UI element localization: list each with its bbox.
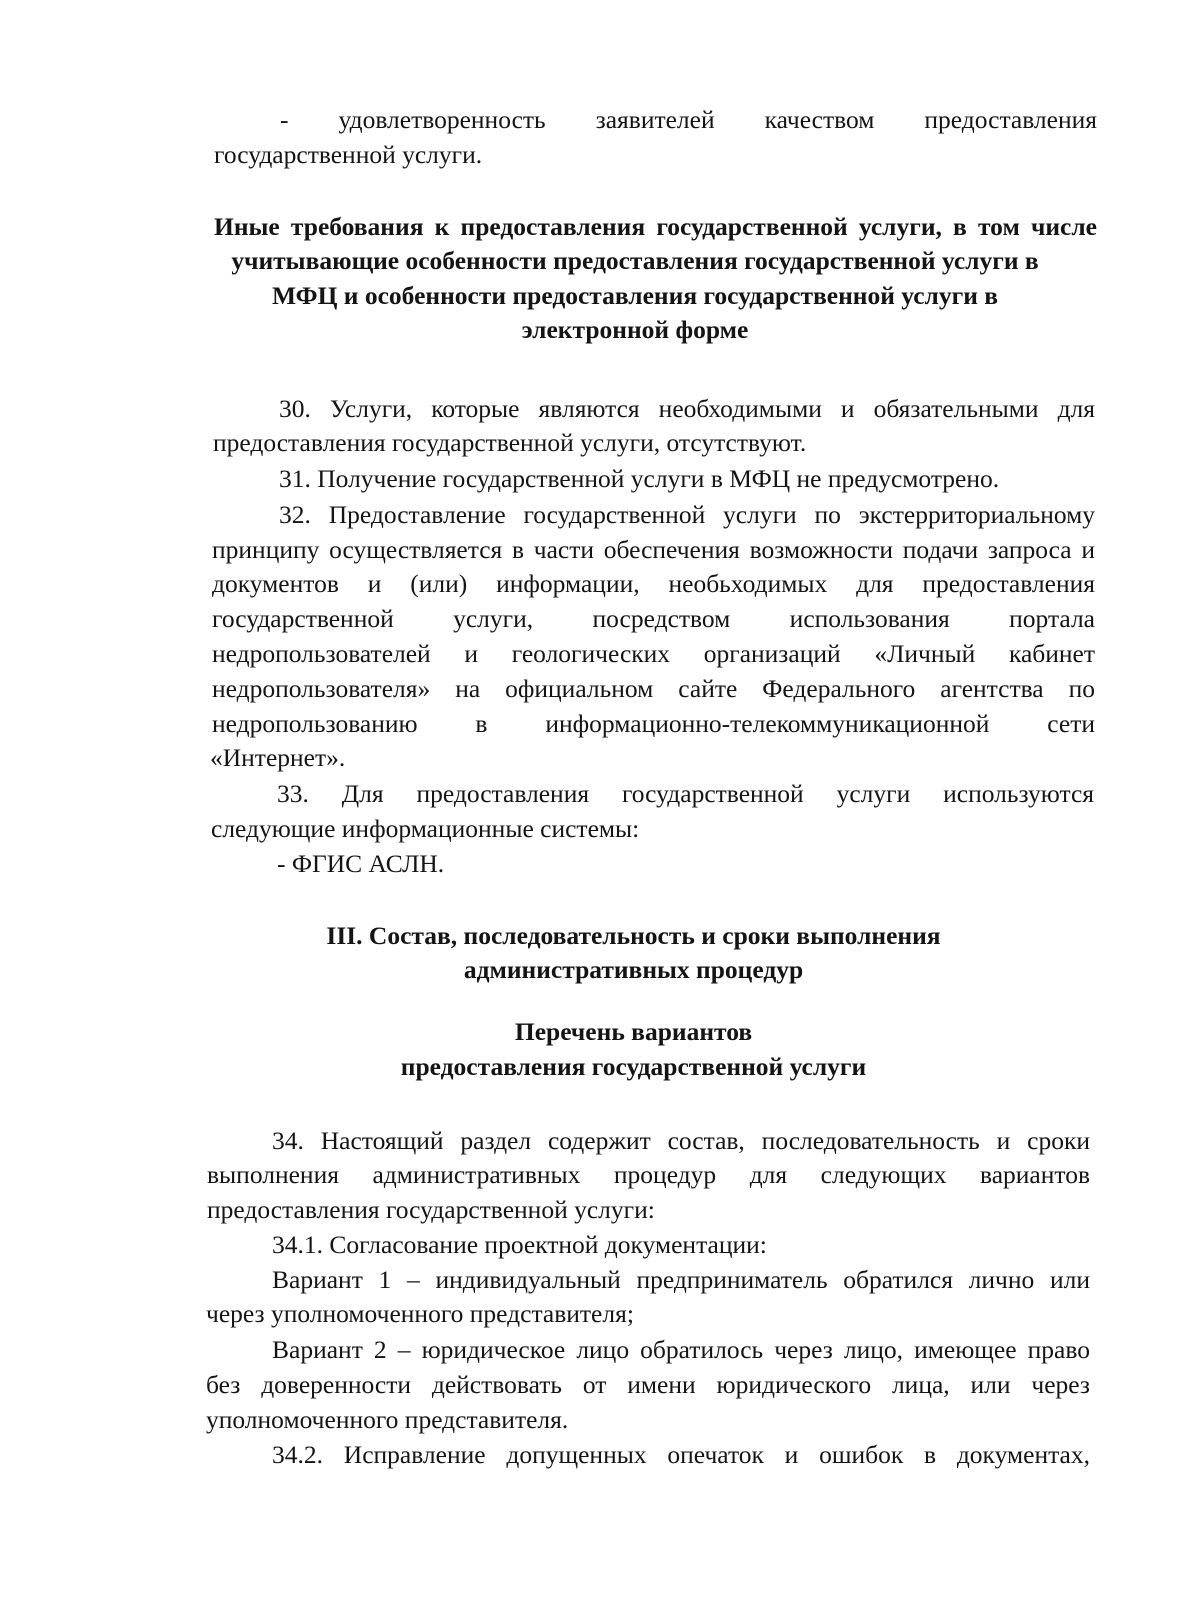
p34-line-2: выполнения административных процедур для следующих вариантов — [207, 1160, 1090, 1189]
p33-line-2: следующие информационные системы: — [211, 814, 640, 843]
variant2-line-3: уполномоченного представителя. — [206, 1405, 569, 1434]
variant2-line-1: Вариант 2 – юридическое лицо обратилось через лицо, имеющее право — [272, 1335, 1090, 1364]
heading-variants-line-2: предоставления государственной услуги — [400, 1052, 867, 1081]
heading-other-line-3: МФЦ и особенности предоставления государственной услуги в — [271, 281, 999, 310]
heading-variants-line-1: Перечень вариантов — [514, 1017, 753, 1046]
p33-line-1: 33. Для предоставления государственной услуги используются — [277, 779, 1094, 808]
p32-line-4: государственной услуги, посредством использования портала — [212, 604, 1095, 633]
p30-line-2: предоставления государственной услуги, отсутствуют. — [213, 428, 807, 457]
p32-line-7: недропользованию в информационно-телекоммуникационной сети — [212, 709, 1095, 738]
heading-section3-line-1: III. Состав, последовательность и сроки выполнения — [326, 921, 941, 950]
variant2-line-2: без доверенности действовать от имени юридического лица, или через — [206, 1370, 1090, 1399]
heading-other-line-1: Иные требования к предоставления государственной услуги, в том числе — [214, 212, 1097, 241]
p32-line-2: принципу осуществляется в части обеспечения возможности подачи запроса и — [212, 535, 1095, 564]
p31-line-1: 31. Получение государственной услуги в МФЦ не предусмотрено. — [279, 464, 1000, 493]
intro-line-2: государственной услуги. — [214, 140, 483, 169]
heading-section3-line-2: административных процедур — [463, 955, 804, 984]
p34-1-line-1: 34.1. Согласование проектной документации: — [272, 1230, 767, 1259]
p32-line-8: «Интернет». — [210, 743, 346, 772]
variant1-line-1: Вариант 1 – индивидуальный предприниматель обратился лично или — [272, 1265, 1090, 1294]
p34-line-1: 34. Настоящий раздел содержит состав, последовательность и сроки — [272, 1126, 1090, 1155]
p32-line-5: недропользователей и геологических организаций «Личный кабинет — [212, 639, 1095, 668]
heading-other-line-2: учитывающие особенности предоставления государственной услуги в — [231, 246, 1039, 275]
p33-line-3: - ФГИС АСЛН. — [277, 849, 445, 878]
p34-line-3: предоставления государственной услуги: — [207, 1195, 655, 1224]
variant1-line-2: через уполномоченного представителя; — [206, 1299, 634, 1328]
p32-line-1: 32. Предоставление государственной услуги по экстерриториальному — [279, 500, 1095, 529]
p32-line-6: недропользователя» на официальном сайте Федерального агентства по — [212, 674, 1095, 703]
p34-2-line-1: 34.2. Исправление допущенных опечаток и ошибок в документах, — [272, 1440, 1090, 1469]
intro-line-1: - удовлетворенность заявителей качеством предоставления — [280, 105, 1097, 134]
p32-line-3: документов и (или) информации, необьходимых для предоставления — [212, 569, 1095, 598]
p30-line-1: 30. Услуги, которые являются необходимыми и обязательными для — [279, 394, 1095, 423]
heading-other-line-4: электронной форме — [521, 315, 749, 344]
